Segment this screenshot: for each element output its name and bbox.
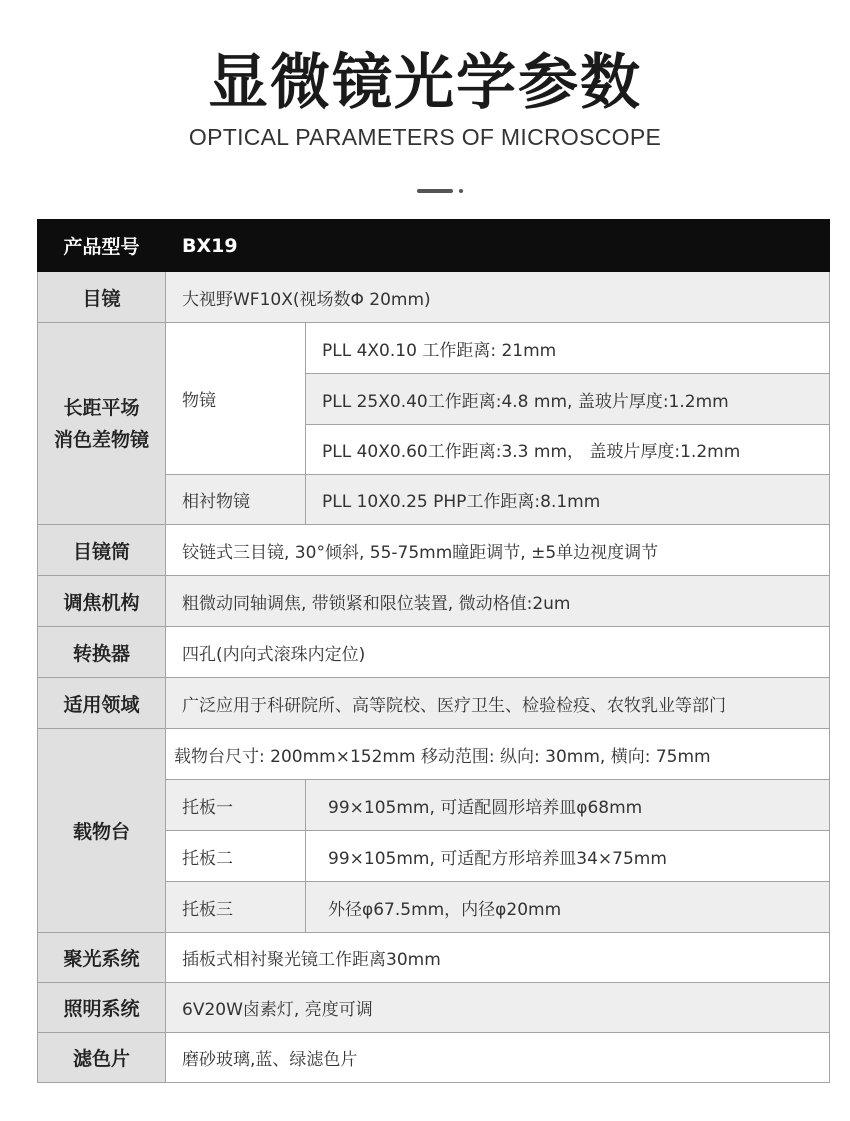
decorative-divider-bar (417, 189, 453, 193)
table-row-model (38, 220, 830, 272)
stage-size-value: 载物台尺寸: 200mm×152mm 移动范围: 纵向: 30mm, 横向: 75mm (166, 729, 830, 780)
table-row-condenser (38, 933, 830, 983)
objective-value-3: PLL 40X0.60工作距离:3.3 mm， 盖玻片厚度:1.2mm (306, 425, 830, 475)
focus-label: 调焦机构 (38, 576, 166, 627)
tube-label: 目镜筒 (38, 525, 166, 576)
focus-value: 粗微动同轴调焦, 带锁紧和限位装置, 微动格值:2um (166, 576, 830, 627)
phase-objective-label: 相衬物镜 (166, 475, 306, 525)
plate-3-label: 托板三 (166, 882, 306, 933)
plate-1-label: 托板一 (166, 780, 306, 831)
plate-3-value: 外径φ67.5mm，内径φ20mm (306, 882, 830, 933)
application-value: 广泛应用于科研院所、高等院校、医疗卫生、检验检疫、农牧乳业等部门 (166, 678, 830, 729)
tube-value: 铰链式三目镜, 30°倾斜, 55-75mm瞳距调节, ±5单边视度调节 (166, 525, 830, 576)
condenser-label: 聚光系统 (38, 933, 166, 983)
model-label: 产品型号 (38, 220, 166, 272)
plate-1-value: 99×105mm, 可适配圆形培养皿φ68mm (306, 780, 830, 831)
condenser-value: 插板式相衬聚光镜工作距离30mm (166, 933, 830, 983)
nosepiece-label: 转换器 (38, 627, 166, 678)
illumination-label: 照明系统 (38, 983, 166, 1033)
table-row-focus (38, 576, 830, 627)
filter-label: 滤色片 (38, 1033, 166, 1083)
objective-value-1: PLL 4X0.10 工作距离: 21mm (306, 323, 830, 374)
objective-sublabel: 物镜 (166, 323, 306, 475)
table-row-illumination (38, 983, 830, 1033)
table-row-stage-size (38, 729, 830, 780)
table-row-application (38, 678, 830, 729)
spec-table (37, 219, 830, 1083)
objective-value-2: PLL 25X0.40工作距离:4.8 mm, 盖玻片厚度:1.2mm (306, 374, 830, 425)
objectives-label-line2: 消色差物镜 (53, 428, 149, 451)
plate-2-value: 99×105mm, 可适配方形培养皿34×75mm (306, 831, 830, 882)
objectives-label (38, 323, 166, 525)
application-label: 适用领域 (38, 678, 166, 729)
table-row-objective-1 (38, 323, 830, 374)
table-row-tube (38, 525, 830, 576)
filter-value: 磨砂玻璃,蓝、绿滤色片 (166, 1033, 830, 1083)
illumination-value: 6V20W卤素灯, 亮度可调 (166, 983, 830, 1033)
table-row-nosepiece (38, 627, 830, 678)
table-row-eyepiece (38, 272, 830, 323)
decorative-divider-dot (459, 189, 463, 193)
table-row-filter (38, 1033, 830, 1083)
nosepiece-value: 四孔(内向式滚珠内定位) (166, 627, 830, 678)
objectives-label-line1: 长距平场 (63, 396, 140, 419)
phase-objective-value: PLL 10X0.25 PHP工作距离:8.1mm (306, 475, 830, 525)
stage-label: 载物台 (38, 729, 166, 933)
page-title: 显微镜光学参数 (208, 48, 642, 118)
page-subtitle: OPTICAL PARAMETERS OF MICROSCOPE (188, 124, 662, 150)
eyepiece-value: 大视野WF10X(视场数Φ 20mm) (166, 272, 830, 323)
eyepiece-label: 目镜 (38, 272, 166, 323)
model-value: BX19 (166, 220, 830, 272)
plate-2-label: 托板二 (166, 831, 306, 882)
